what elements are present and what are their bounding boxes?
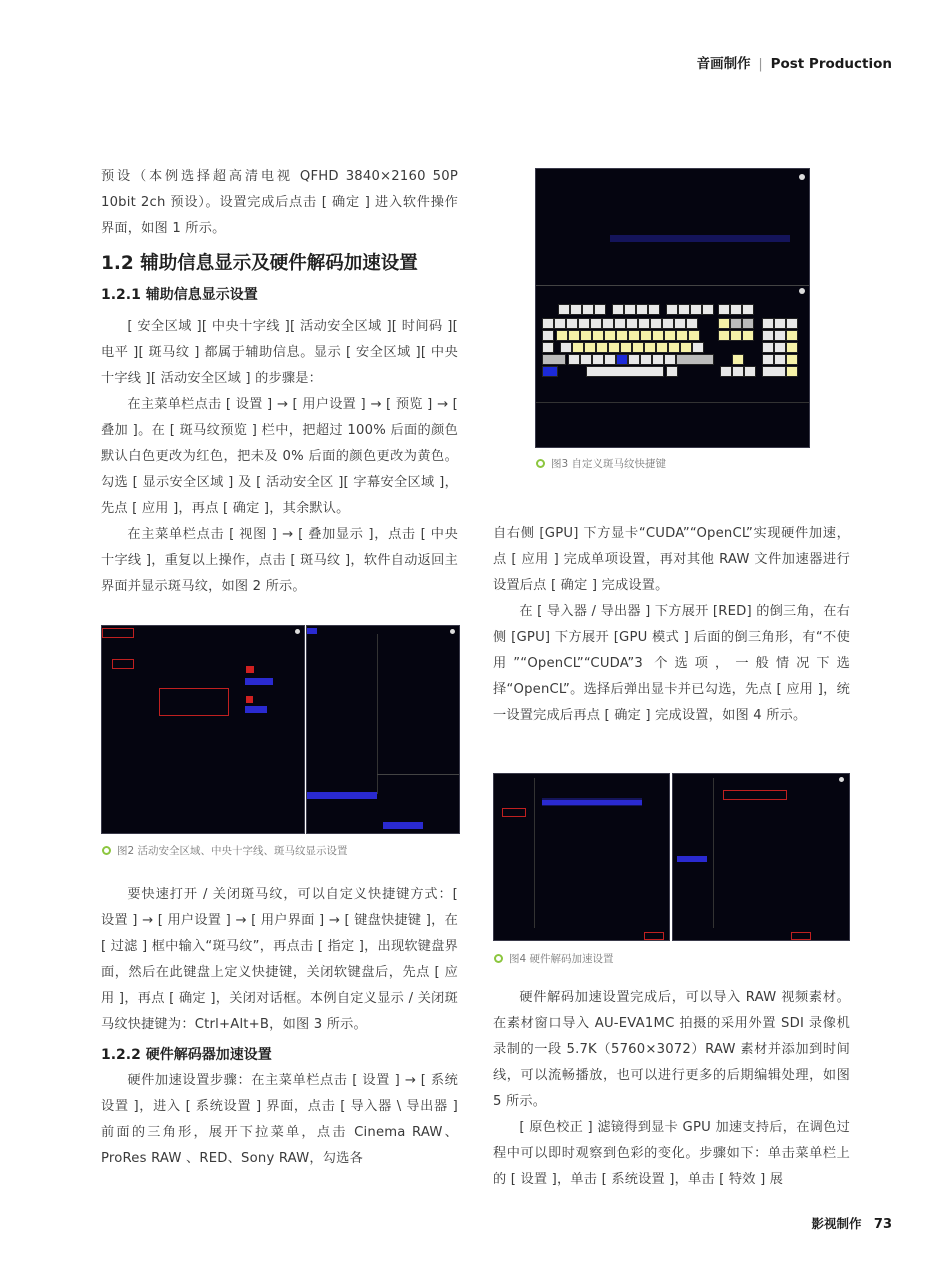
- close-icon: [839, 777, 844, 782]
- menu-selected: [307, 628, 317, 634]
- right-column-upper: [493, 521, 850, 729]
- page-footer: [812, 1214, 892, 1232]
- highlight-box: [102, 628, 134, 638]
- section-heading: 1.2 辅助信息显示及硬件解码加速设置: [101, 253, 418, 274]
- caption-bullet-icon: [102, 846, 111, 855]
- paragraph: 在主菜单栏点击 [ 视图 ] → [ 叠加显示 ]，点击 [ 中央十字线 ]，重复以上操作，点击 [ 斑马纹 ]，软件自动返回主界面并显示斑马纹，如图 2 所示。: [101, 527, 458, 594]
- highlight-box: [723, 790, 787, 800]
- paragraph: 硬件加速设置步骤：在主菜单栏点击 [ 设置 ] → [ 系统设置 ]，进入 [ 系统设置 ] 界面，点击 [ 导入器 \ 导出器 ] 前面的三角形，展开下拉菜单，点击 Cinema RAW、ProRes RAW 、RED、Sony RAW，勾选各: [101, 1073, 458, 1166]
- paragraph: 在主菜单栏点击 [ 设置 ] → [ 用户设置 ] → [ 预览 ] → [ 叠加 ]。在 [ 斑马纹预览 ] 栏中，把超过 100% 后面的颜色默认白色更改为红色，把未及 0% 后面的颜色更改为黄色。勾选 [ 显示安全区域 ] 及 [ 活动安全区 ][ 字幕安全区域 ]，先点 [ 应用 ]，再点 [ 确定 ]，其余默认。: [101, 397, 458, 516]
- figure-3-caption: [536, 456, 666, 471]
- divider: [536, 285, 809, 286]
- close-icon: [295, 629, 300, 634]
- divider: [377, 774, 459, 775]
- divider: [377, 634, 378, 794]
- figure-2-caption: [102, 843, 348, 858]
- caption-bullet-icon: [494, 954, 503, 963]
- figure-4-left-screenshot: [493, 773, 670, 941]
- figure-2-right-screenshot: [306, 625, 460, 834]
- dropdown-selected: [245, 706, 267, 713]
- close-icon: [799, 288, 805, 294]
- caption-bullet-icon: [536, 459, 545, 468]
- running-header: [697, 52, 892, 72]
- dropdown-selected: [245, 678, 273, 685]
- figure-2-left-screenshot: [101, 625, 305, 834]
- color-swatch-red: [246, 666, 254, 673]
- caption-text: 图3 自定义斑马纹快捷键: [551, 458, 667, 470]
- gpu-option-selected: [542, 800, 642, 805]
- close-icon: [799, 174, 805, 180]
- highlight-box: [502, 808, 526, 817]
- left-column-lower: [101, 882, 458, 1172]
- header-title-cn: 音画制作: [696, 56, 751, 72]
- highlight-box: [644, 932, 664, 940]
- subsection-heading: 1.2.2 硬件解码器加速设置: [101, 1047, 272, 1063]
- submenu-selected: [383, 822, 423, 829]
- left-column: [101, 164, 458, 600]
- header-title-en: Post Production: [770, 56, 892, 72]
- highlight-box: [159, 688, 229, 716]
- caption-text: 图4 硬件解码加速设置: [509, 953, 614, 965]
- divider: [713, 778, 714, 928]
- menu-selected: [307, 792, 377, 799]
- caption-text: 图2 活动安全区域、中央十字线、斑马纹显示设置: [117, 845, 348, 857]
- page-number: 73: [873, 1217, 892, 1232]
- right-column-lower: [493, 985, 850, 1193]
- close-icon: [450, 629, 455, 634]
- paragraph: 在 [ 导入器 / 导出器 ] 下方展开 [RED] 的倒三角，在右侧 [GPU] 下方展开 [GPU 模式 ] 后面的倒三角形，有“不使用”“OpenCL”“CUDA”3 个选项，一般情况下选择“OpenCL”。选择后弹出显卡并已勾选，先点 [ 应用 ]，统一设置完成后再点 [ 确定 ] 完成设置，如图 4 所示。: [493, 604, 850, 723]
- header-separator: |: [758, 56, 763, 72]
- paragraph: 硬件解码加速设置完成后，可以导入 RAW 视频素材。在素材窗口导入 AU-EVA1MC 拍摄的采用外置 SDI 录像机录制的一段 5.7K（5760×3072）RAW 素材并添加到时间线，可以流畅播放，也可以进行更多的后期编辑处理，如图 5 所示。: [493, 990, 850, 1109]
- figure-4-right-screenshot: [672, 773, 850, 941]
- color-swatch-red: [246, 696, 253, 703]
- subsection-heading: 1.2.1 辅助信息显示设置: [101, 287, 258, 303]
- paragraph: [ 原色校正 ] 滤镜得到显卡 GPU 加速支持后，在调色过程中可以即时观察到色彩的变化。步骤如下：单击菜单栏上的 [ 设置 ]，单击 [ 系统设置 ]，单击 [ 特效 ] 展: [493, 1120, 850, 1187]
- paragraph: 要快速打开 / 关闭斑马纹，可以自定义快捷键方式：[ 设置 ] → [ 用户设置 ] → [ 用户界面 ] → [ 键盘快捷键 ]，在 [ 过滤 ] 框中输入“斑马纹”，再点击 [ 指定 ]，出现软键盘界面，然后在此键盘上定义快捷键，关闭软键盘后，先点 [ 应用 ]，再点 [ 确定 ]，关闭对话框。本例自定义显示 / 关闭斑马纹快捷键为：Ctrl+Alt+B，如图 3 所示。: [101, 887, 458, 1032]
- figure-4-caption: [494, 951, 614, 966]
- figure-3-screenshot: [535, 168, 810, 448]
- paragraph: 自右侧 [GPU] 下方显卡“CUDA”“OpenCL”实现硬件加速，点 [ 应用 ] 完成单项设置，再对其他 RAW 文件加速器进行设置后点 [ 确定 ] 完成设置。: [493, 526, 850, 593]
- highlight-box: [791, 932, 811, 940]
- selected-row: [610, 235, 790, 242]
- paragraph: [ 安全区域 ][ 中央十字线 ][ 活动安全区域 ][ 时间码 ][ 电平 ][ 斑马纹 ] 都属于辅助信息。显示 [ 安全区域 ][ 中央十字线 ][ 活动安全区域 ] 的步骤是：: [101, 319, 458, 386]
- footer-label: 影视制作: [811, 1216, 862, 1231]
- paragraph: 预设（本例选择超高清电视 QFHD 3840×2160 50P 10bit 2ch 预设）。设置完成后点击 [ 确定 ] 进入软件操作界面，如图 1 所示。: [101, 169, 458, 236]
- divider: [536, 402, 809, 403]
- divider: [534, 778, 535, 928]
- tree-item-selected: [677, 856, 707, 862]
- highlight-box: [112, 659, 134, 669]
